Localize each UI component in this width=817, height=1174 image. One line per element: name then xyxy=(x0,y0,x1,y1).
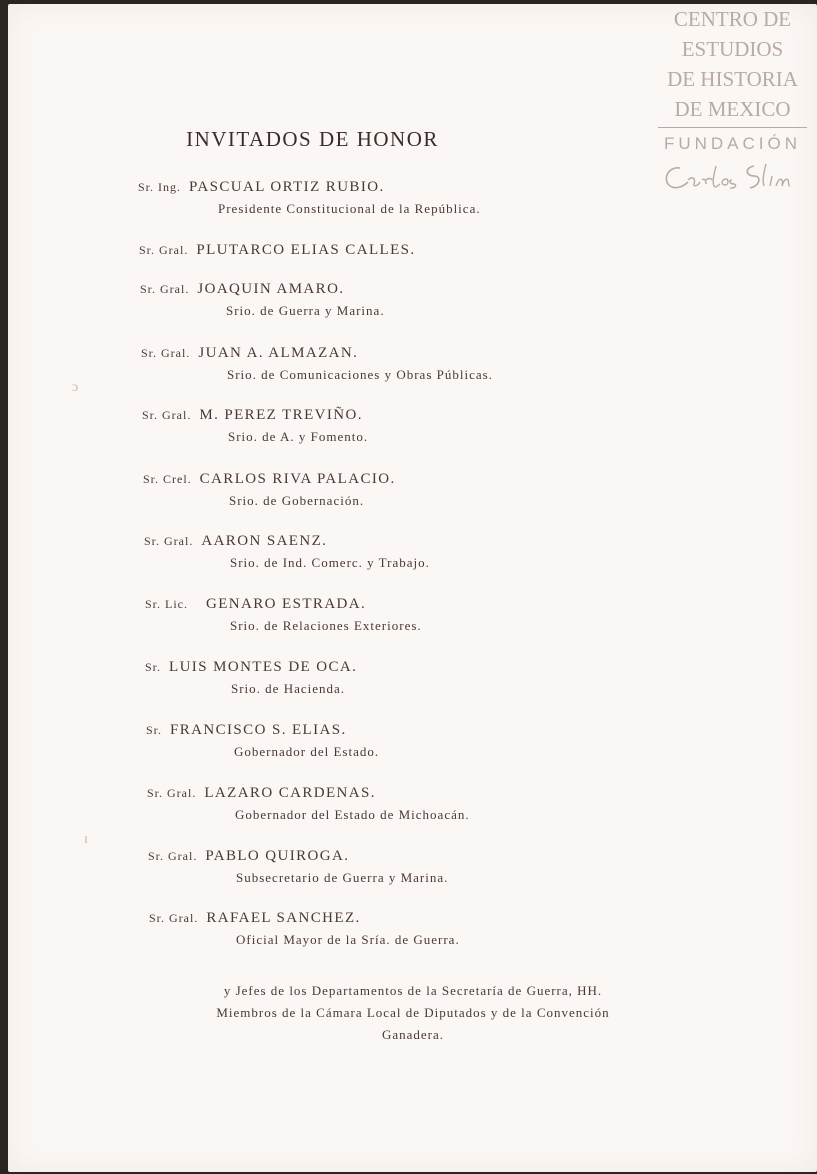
stray-mark: ɪ xyxy=(84,832,88,847)
guest-entry xyxy=(142,407,368,445)
guest-prefix: Sr. Gral. xyxy=(147,786,197,800)
guest-prefix: Sr. Gral. xyxy=(139,243,189,257)
guest-role: Srio. de Comunicaciones y Obras Públicas. xyxy=(227,367,493,382)
guest-prefix: Sr. Gral. xyxy=(142,408,192,422)
page-title: INVITADOS DE HONOR xyxy=(186,127,439,151)
closing-note xyxy=(108,980,718,1046)
guest-role: Srio. de Gobernación. xyxy=(229,493,365,508)
guest-entry xyxy=(149,910,460,948)
watermark-line: DE HISTORIA xyxy=(667,67,798,91)
guest-name: GENARO ESTRADA. xyxy=(206,596,367,612)
guest-entry xyxy=(145,596,422,634)
guest-role: Gobernador del Estado. xyxy=(234,744,380,759)
guest-entry xyxy=(145,659,357,697)
watermark-signature xyxy=(648,158,817,199)
guest-prefix: Sr. xyxy=(145,660,162,674)
watermark-line: CENTRO DE xyxy=(673,7,792,31)
guest-entry xyxy=(140,281,385,319)
guest-name: LUIS MONTES DE OCA. xyxy=(169,659,358,675)
guest-prefix: Sr. Gral. xyxy=(141,346,191,360)
guest-role: Subsecretario de Guerra y Marina. xyxy=(236,870,449,885)
watermark-line: DE MEXICO xyxy=(674,97,791,121)
guest-role: Gobernador del Estado de Michoacán. xyxy=(235,807,470,822)
watermark-divider xyxy=(658,127,807,128)
guest-role: Srio. de Relaciones Exteriores. xyxy=(230,618,422,633)
guest-prefix: Sr. Crel. xyxy=(143,472,192,486)
guest-prefix: Sr. Lic. xyxy=(145,597,188,611)
guest-prefix: Sr. Gral. xyxy=(140,282,190,296)
stray-mark: ɔ xyxy=(72,380,79,395)
watermark-org xyxy=(648,4,817,124)
guest-entry xyxy=(139,242,416,259)
guest-role: Presidente Constitucional de la República. xyxy=(218,201,481,216)
guest-name: AARON SAENZ. xyxy=(201,533,328,549)
guest-entry xyxy=(141,345,493,383)
guest-role: Srio. de A. y Fomento. xyxy=(228,429,369,444)
guest-prefix: Sr. Gral. xyxy=(149,911,199,925)
guest-entry xyxy=(147,785,470,823)
guest-prefix: Sr. xyxy=(146,723,163,737)
guest-name: JOAQUIN AMARO. xyxy=(197,281,345,297)
guest-name: FRANCISCO S. ELIAS. xyxy=(170,722,347,738)
guest-entry xyxy=(138,179,481,217)
guest-name: LAZARO CARDENAS. xyxy=(204,785,376,801)
archive-watermark xyxy=(648,4,817,199)
guest-role: Srio. de Hacienda. xyxy=(231,681,346,696)
watermark-line: ESTUDIOS xyxy=(681,37,784,61)
guest-prefix: Sr. Gral. xyxy=(144,534,194,548)
guest-entry xyxy=(144,533,430,571)
guest-prefix: Sr. Gral. xyxy=(148,849,198,863)
guest-name: RAFAEL SANCHEZ. xyxy=(206,910,361,926)
guest-role: Srio. de Ind. Comerc. y Trabajo. xyxy=(230,555,430,570)
guest-name: M. PEREZ TREVIÑO. xyxy=(199,407,363,423)
closing-line: Miembros de la Cámara Local de Diputados y de la Convención xyxy=(216,1005,610,1020)
guest-name: CARLOS RIVA PALACIO. xyxy=(199,471,396,487)
guest-prefix: Sr. Ing. xyxy=(138,180,182,194)
guest-name: PLUTARCO ELIAS CALLES. xyxy=(196,242,416,258)
guest-name: PASCUAL ORTIZ RUBIO. xyxy=(189,179,385,195)
guest-role: Oficial Mayor de la Sría. de Guerra. xyxy=(236,932,460,947)
guest-name: PABLO QUIROGA. xyxy=(205,848,350,864)
closing-line: y Jefes de los Departamentos de la Secretaría de Guerra, HH. xyxy=(223,983,603,998)
guest-entry xyxy=(146,722,379,760)
closing-line: Ganadera. xyxy=(381,1027,445,1042)
guest-name: JUAN A. ALMAZAN. xyxy=(198,345,359,361)
guest-role: Srio. de Guerra y Marina. xyxy=(226,303,385,318)
guest-entry xyxy=(143,471,396,509)
guest-entry xyxy=(148,848,448,886)
watermark-foundation: FUNDACIÓN xyxy=(663,134,802,153)
